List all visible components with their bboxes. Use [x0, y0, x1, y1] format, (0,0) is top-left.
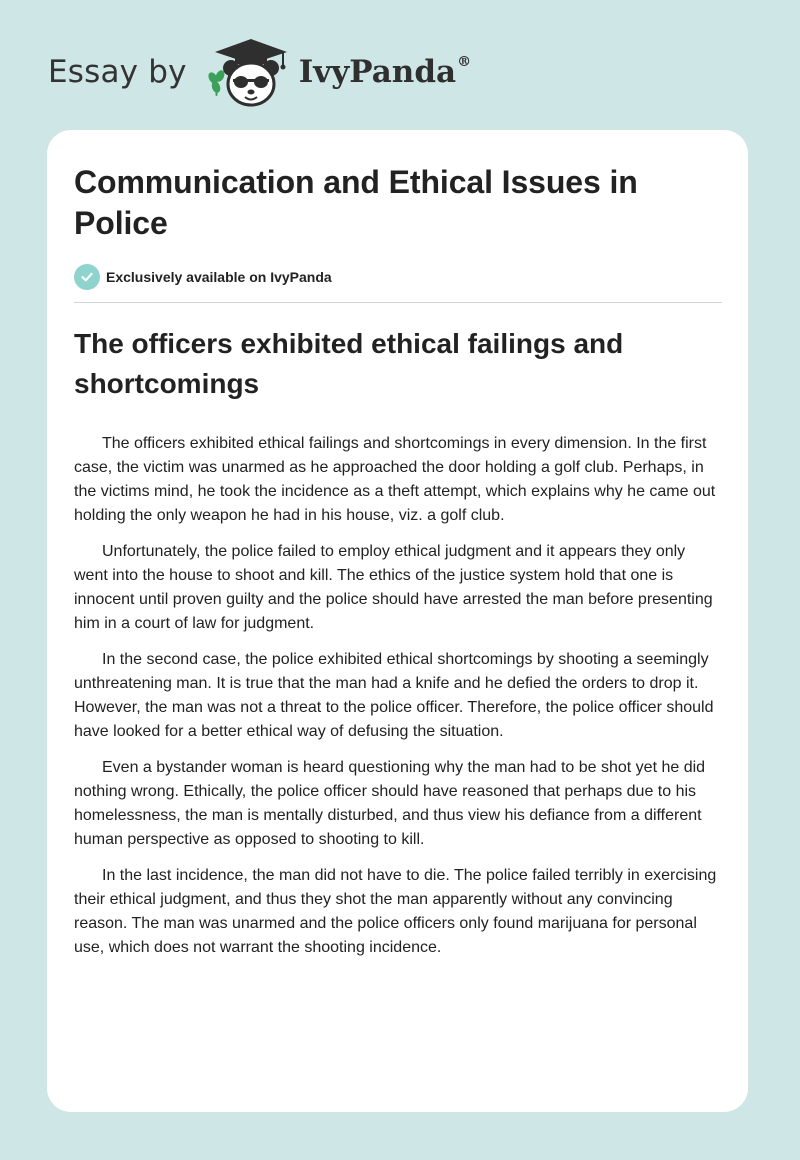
site-header [48, 36, 471, 108]
essay-by-label: Essay by [48, 53, 187, 90]
essay-body [74, 432, 722, 960]
paragraph-2: Unfortunately, the police failed to employ ethical judgment and it appears they only went into the house to shoot and kill. The ethics of the justice system hold that one is innocent until proven guilty and the police should have arrested the man before presenting him in a court of law for judgment. [74, 543, 713, 632]
paragraph-1: The officers exhibited ethical failings and shortcomings in every dimension. In the first case, the victim was unarmed as he approached the door holding a golf club. Perhaps, in the victims mind, he took the incidence as a theft attempt, which explains why he came out holding the only weapon he had in his house, viz. a golf club. [74, 435, 716, 524]
essay-title: Communication and Ethical Issues in Police [74, 164, 638, 241]
exclusive-badge-text: Exclusively available on IvyPanda [106, 269, 332, 285]
paragraph-3: In the second case, the police exhibited ethical shortcomings by shooting a seemingly unthreatening man. It is true that the man had a knife and he defied the orders to drop it. However, the man was not a threat to the police officer. Therefore, the police officer should have looked for a better ethical way of defusing the situation. [74, 651, 714, 740]
brand-name[interactable] [298, 53, 472, 90]
panda-logo-icon[interactable] [203, 36, 295, 108]
check-icon [74, 264, 100, 290]
paragraph-5: In the last incidence, the man did not have to die. The police failed terribly in exercising their ethical judgment, and thus they shot the man apparently without any convincing reason. The man was unarmed and the police officers only found marijuana for personal use, which does not warrant the shooting incidence. [74, 867, 717, 956]
divider [74, 302, 722, 303]
exclusive-badge [74, 264, 722, 290]
brand-name-text: IvyPanda [298, 53, 457, 90]
section-heading: The officers exhibited ethical failings and shortcomings [74, 328, 624, 399]
essay-card [47, 130, 748, 1112]
registered-mark: ® [457, 53, 472, 70]
paragraph-4: Even a bystander woman is heard questioning why the man had to be shot yet he did nothing wrong. Ethically, the police officer should have reasoned that perhaps due to his homelessness, the man is mentally disturbed, and thus view his defiance from a different human perspective as opposed to shooting to kill. [74, 759, 706, 848]
